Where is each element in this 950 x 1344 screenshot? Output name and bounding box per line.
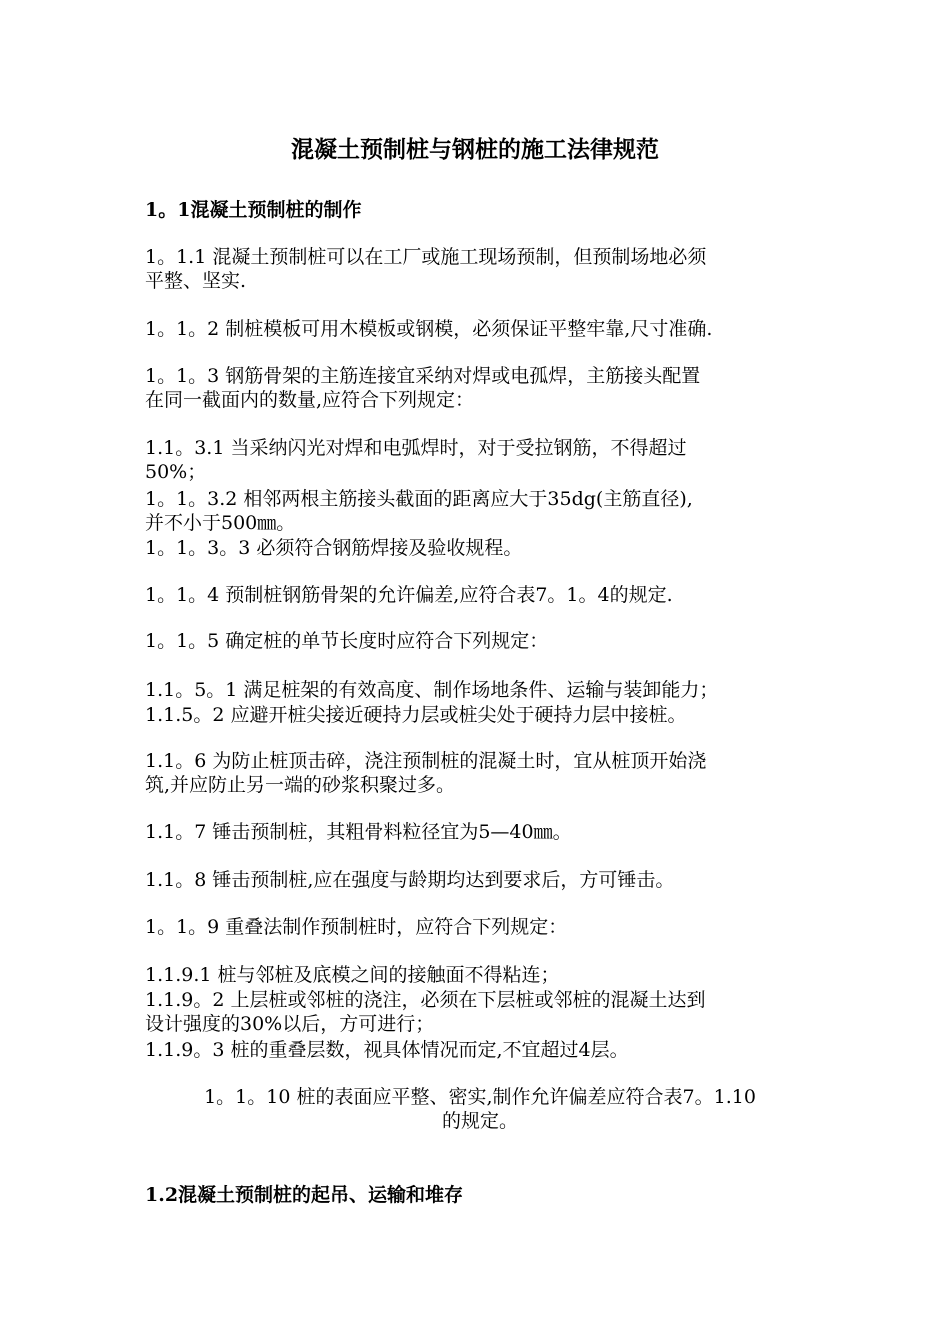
paragraph-1-1-1 xyxy=(145,245,815,293)
paragraph-1-1-4: 1。1。4 预制桩钢筋骨架的允许偏差,应符合表7。1。4的规定. xyxy=(145,584,673,606)
paragraph-line: 1.1.9。2 上层桩或邻桩的浇注，必须在下层桩或邻桩的混凝土达到 xyxy=(145,989,706,1011)
paragraph-line: 1。1。10 桩的表面应平整、密实,制作允许偏差应符合表7。1.10 xyxy=(204,1086,756,1108)
paragraph-1-1-5: 1。1。5 确定桩的单节长度时应符合下列规定： xyxy=(145,630,549,652)
paragraph-line: 1.1。3.1 当采纳闪光对焊和电弧焊时，对于受拉钢筋，不得超过 xyxy=(145,437,687,459)
paragraph-line: 在同一截面内的数量,应符合下列规定： xyxy=(145,389,475,411)
paragraph-line: 设计强度的30%以后，方可进行； xyxy=(145,1013,435,1035)
paragraph-line: 1.1。6 为防止桩顶击碎，浇注预制桩的混凝土时，宜从桩顶开始浇 xyxy=(145,750,707,772)
paragraph-1-1-3 xyxy=(145,364,815,412)
paragraph-line: 的规定。 xyxy=(441,1110,518,1132)
paragraph-line: 并不小于500㎜。 xyxy=(145,512,296,534)
paragraph-1-1-9: 1。1。9 重叠法制作预制桩时，应符合下列规定： xyxy=(145,916,568,938)
paragraph-line: 1。1。3 钢筋骨架的主筋连接宜采纳对焊或电孤焊，主筋接头配置 xyxy=(145,365,701,387)
paragraph-1-1-5-2: 1.1.5。2 应避开桩尖接近硬持力层或桩尖处于硬持力层中接桩。 xyxy=(145,704,687,726)
paragraph-1-1-3-2 xyxy=(145,487,815,535)
paragraph-line: 1。1.1 混凝土预制桩可以在工厂或施工现场预制，但预制场地必须 xyxy=(145,246,707,268)
section-heading-1-2: 1.2混凝土预制桩的起吊、运输和堆存 xyxy=(145,1184,464,1206)
document-title: 混凝土预制桩与钢桩的施工法律规范 xyxy=(291,136,659,163)
paragraph-1-1-7: 1.1。7 锤击预制桩，其粗骨料粒径宜为5—40㎜。 xyxy=(145,821,572,843)
paragraph-1-1-10 xyxy=(140,1085,820,1133)
paragraph-1-1-8: 1.1。8 锤击预制桩,应在强度与龄期均达到要求后，方可锤击。 xyxy=(145,869,675,891)
paragraph-1-1-6 xyxy=(145,749,815,797)
paragraph-line: 平整、坚实. xyxy=(145,270,247,292)
paragraph-1-1-9-2 xyxy=(145,988,815,1036)
section-heading-1-1: 1。1混凝土预制桩的制作 xyxy=(145,199,362,221)
paragraph-1-1-2: 1。1。2 制桩模板可用木模板或钢模，必须保证平整牢靠,尺寸准确. xyxy=(145,318,713,340)
paragraph-1-1-3-3: 1。1。3。3 必须符合钢筋焊接及验收规程。 xyxy=(145,537,523,559)
paragraph-line: 50%； xyxy=(145,461,207,483)
paragraph-1-1-5-1: 1.1。5。1 满足桩架的有效高度、制作场地条件、运输与装卸能力； xyxy=(145,679,719,701)
paragraph-line: 筑,并应防止另一端的砂浆积聚过多。 xyxy=(145,774,456,796)
paragraph-1-1-9-1: 1.1.9.1 桩与邻桩及底模之间的接触面不得粘连； xyxy=(145,964,560,986)
paragraph-1-1-9-3: 1.1.9。3 桩的重叠层数，视具体情况而定,不宜超过4层。 xyxy=(145,1039,629,1061)
paragraph-1-1-3-1 xyxy=(145,436,815,484)
paragraph-line: 1。1。3.2 相邻两根主筋接头截面的距离应大于35dg(主筋直径), xyxy=(145,488,693,510)
